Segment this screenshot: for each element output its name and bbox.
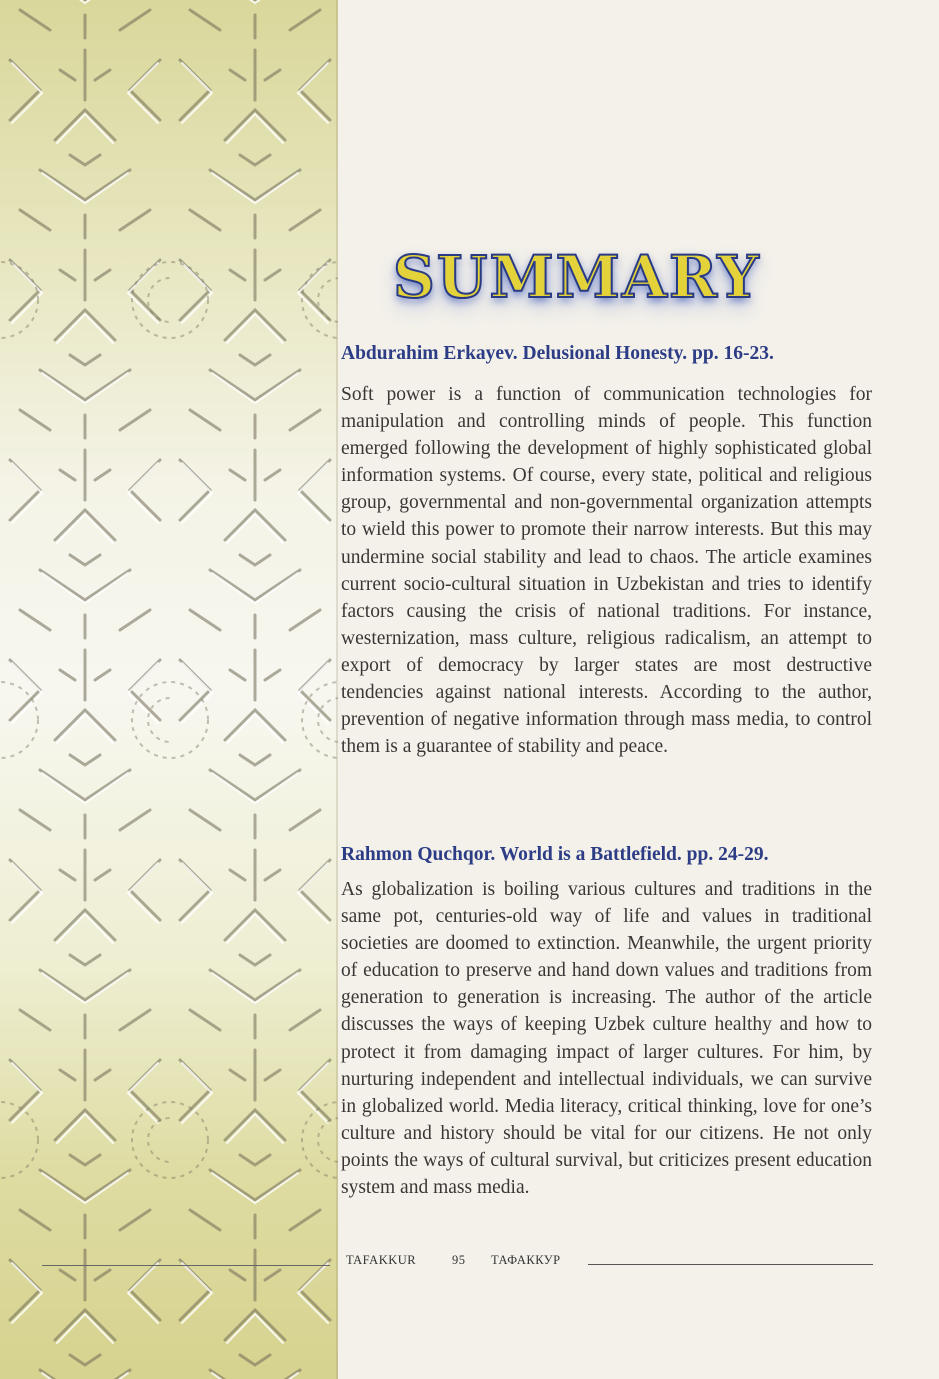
girih-pattern-graphic <box>0 0 338 1379</box>
article-1-body: Soft power is a function of communication technologies for manipulation and controlling minds of people. This function emerged following the development of highly sophisticated global information systems. Of course, every state, political and religious group, governmental and non-governmental organization attempts to wield this power to promote their narrow interests. But this may undermine social stability and lead to chaos. The article examines current socio-cultural situation in Uzbekistan and tries to identify factors causing the crisis of national traditions. For instance, westernization, mass culture, religious radicalism, an attempt to export of democracy by larger states are most destructive tendencies against national interests. According to the author, prevention of negative information through mass media, to control them is a guarantee of stability and peace. <box>341 384 872 758</box>
page-edge-shadow <box>336 0 338 1379</box>
footer-rule-right <box>588 1264 873 1265</box>
summary-title: SUMMARY <box>393 243 761 311</box>
ornamental-pattern-panel <box>0 0 338 1379</box>
footer-journal-latin: TAFAKKUR <box>346 1253 417 1267</box>
footer-page-number: 95 <box>452 1253 466 1267</box>
article-2-heading: Rahmon Quchqor. World is a Battlefield. pp. 24-29. <box>341 844 769 865</box>
page-footer <box>341 1253 872 1273</box>
article-1-heading: Abdurahim Erkayev. Delusional Honesty. pp. 16-23. <box>341 343 774 364</box>
footer-rule-left <box>42 1265 330 1266</box>
summary-content <box>341 0 875 1379</box>
footer-journal-cyrillic: ТАФАККУР <box>491 1253 561 1267</box>
article-2-body: As globalization is boiling various cultures and traditions in the same pot, centuries-old way of life and values in traditional societies are doomed to extinction. Meanwhile, the urgent priority of education to preserve and hand down values and traditions from generation to generation is increasing. The author of the article discusses the ways of keeping Uzbek culture healthy and how to protect it from damaging impact of larger cultures. For him, by nurturing independent and intellectual individuals, we can survive in globalized world. Media literacy, critical thinking, love for one’s culture and history should be vital for our citizens. He not only points the ways of cultural survival, but criticizes present education system and mass media. <box>341 879 872 1199</box>
